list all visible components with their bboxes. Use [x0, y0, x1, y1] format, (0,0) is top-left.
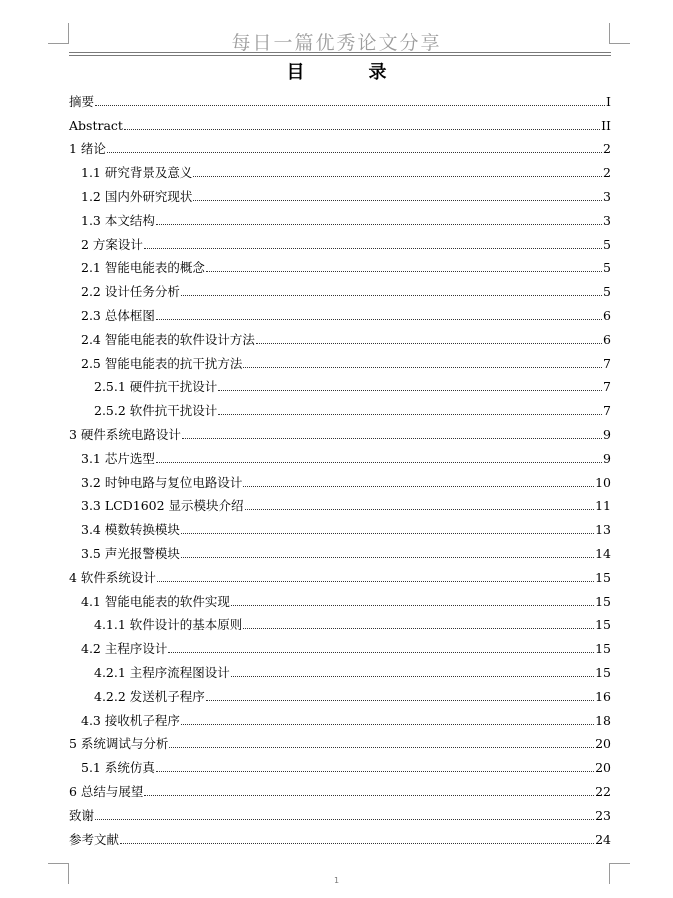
toc-entry-page: 20 — [595, 760, 611, 776]
toc-entry-page: 2 — [603, 141, 611, 157]
toc-dot-leader — [120, 843, 594, 844]
toc-entry-page: 15 — [595, 569, 611, 585]
toc-entry[interactable] — [69, 704, 611, 728]
toc-entry-label: 6 总结与展望 — [69, 783, 144, 799]
toc-dot-leader — [243, 367, 602, 368]
toc-dot-leader — [243, 486, 594, 487]
toc-entry[interactable] — [69, 537, 611, 561]
toc-entry-label: 1.2 国内外研究现状 — [81, 188, 193, 204]
toc-entry-label: 3.1 芯片选型 — [81, 450, 155, 466]
toc-entry-page: 24 — [595, 831, 611, 847]
toc-entry-label: 参考文献 — [69, 831, 120, 847]
toc-entry-page: 5 — [603, 236, 611, 252]
toc-dot-leader — [206, 271, 602, 272]
page-header: 每日一篇优秀论文分享 — [231, 32, 442, 54]
toc-dot-leader — [206, 700, 594, 701]
toc-entry-label: 2.4 智能电能表的软件设计方法 — [81, 331, 255, 347]
toc-dot-leader — [144, 795, 594, 796]
toc-dot-leader — [95, 105, 605, 106]
toc-dot-leader — [193, 200, 602, 201]
toc-entry[interactable] — [69, 799, 611, 823]
toc-entry-label: 2.3 总体框图 — [81, 307, 155, 323]
toc-entry-page: 6 — [603, 331, 611, 347]
toc-entry[interactable] — [69, 609, 611, 633]
toc-dot-leader — [181, 295, 602, 296]
header-rule-top — [69, 52, 611, 53]
toc-entry-page: I — [606, 93, 611, 109]
toc-entry-label: 5.1 系统仿真 — [81, 760, 155, 776]
toc-entry-page: 11 — [595, 498, 611, 514]
toc-entry[interactable] — [69, 490, 611, 514]
toc-dot-leader — [193, 176, 602, 177]
toc-entry[interactable] — [69, 228, 611, 252]
toc-entry-page: 16 — [595, 688, 611, 704]
toc-entry[interactable] — [69, 371, 611, 395]
toc-entry-label: 4 软件系统设计 — [69, 569, 156, 585]
toc-entry[interactable] — [69, 751, 611, 775]
toc-dot-leader — [95, 819, 594, 820]
toc-entry-page: 20 — [595, 736, 611, 752]
toc-entry-label: 3.2 时钟电路与复位电路设计 — [81, 474, 243, 490]
toc-entry-page: 15 — [595, 617, 611, 633]
toc-entry-label: 2.2 设计任务分析 — [81, 284, 180, 300]
toc-dot-leader — [181, 533, 594, 534]
toc-entry-page: 22 — [595, 783, 611, 799]
toc-dot-leader — [231, 676, 594, 677]
toc-entry-page: 9 — [603, 426, 611, 442]
toc-dot-leader — [124, 129, 600, 130]
toc-entry-label: 2 方案设计 — [81, 236, 143, 252]
toc-entry[interactable] — [69, 680, 611, 704]
header-rule-bottom — [69, 55, 611, 56]
toc-dot-leader — [243, 628, 594, 629]
toc-dot-leader — [156, 462, 602, 463]
toc-title-left: 目 — [286, 62, 305, 83]
toc-dot-leader — [181, 724, 594, 725]
toc-entry-label: 4.1.1 软件设计的基本原则 — [94, 617, 243, 633]
toc-dot-leader — [107, 152, 602, 153]
toc-entry-page: 13 — [595, 522, 611, 538]
toc-entry-label: 致谢 — [69, 807, 95, 823]
toc-entry[interactable] — [69, 85, 611, 109]
toc-entry-page: II — [601, 117, 611, 133]
toc-dot-leader — [218, 390, 602, 391]
toc-entry-page: 7 — [603, 403, 611, 419]
toc-entry-page: 5 — [603, 284, 611, 300]
toc-dot-leader — [144, 248, 602, 249]
toc-entry-page: 15 — [595, 593, 611, 609]
toc-dot-leader — [156, 224, 602, 225]
toc-entry-label: Abstract — [69, 117, 123, 133]
toc-entry-label: 摘要 — [69, 93, 95, 109]
toc-dot-leader — [181, 557, 594, 558]
toc-entry[interactable] — [69, 156, 611, 180]
toc-entry[interactable] — [69, 585, 611, 609]
toc-entry-label: 4.2 主程序设计 — [81, 641, 168, 657]
toc-entry-label: 3.3 LCD1602 显示模块介绍 — [81, 498, 244, 514]
toc-entry[interactable] — [69, 656, 611, 680]
table-of-contents — [69, 85, 611, 847]
toc-entry-label: 3.4 模数转换模块 — [81, 522, 180, 538]
toc-entry-page: 5 — [603, 260, 611, 276]
toc-entry-label: 4.2.1 主程序流程图设计 — [94, 664, 230, 680]
toc-entry-page: 14 — [595, 545, 611, 561]
toc-entry-label: 4.1 智能电能表的软件实现 — [81, 593, 230, 609]
toc-entry[interactable] — [69, 204, 611, 228]
toc-entry-label: 1.3 本文结构 — [81, 212, 155, 228]
toc-entry[interactable] — [69, 442, 611, 466]
toc-entry[interactable] — [69, 632, 611, 656]
toc-entry-page: 2 — [603, 165, 611, 181]
toc-entry[interactable] — [69, 109, 611, 133]
toc-entry-page: 7 — [603, 379, 611, 395]
toc-dot-leader — [245, 509, 595, 510]
toc-entry-label: 4.3 接收机子程序 — [81, 712, 180, 728]
toc-dot-leader — [156, 771, 594, 772]
toc-entry-page: 6 — [603, 307, 611, 323]
toc-entry[interactable] — [69, 299, 611, 323]
toc-entry[interactable] — [69, 561, 611, 585]
toc-entry[interactable] — [69, 513, 611, 537]
toc-dot-leader — [256, 343, 602, 344]
toc-entry-label: 4.2.2 发送机子程序 — [94, 688, 205, 704]
toc-entry-label: 2.5 智能电能表的抗干扰方法 — [81, 355, 243, 371]
toc-entry-page: 18 — [595, 712, 611, 728]
toc-entry[interactable] — [69, 823, 611, 847]
toc-entry-page: 15 — [595, 641, 611, 657]
toc-dot-leader — [182, 438, 602, 439]
toc-entry-page: 10 — [595, 474, 611, 490]
toc-entry-label: 3 硬件系统电路设计 — [69, 426, 181, 442]
toc-entry-page: 9 — [603, 450, 611, 466]
toc-entry-page: 3 — [603, 188, 611, 204]
toc-dot-leader — [218, 414, 602, 415]
page-number: 1 — [333, 876, 340, 885]
toc-entry[interactable] — [69, 418, 611, 442]
toc-entry[interactable] — [69, 323, 611, 347]
toc-title — [0, 58, 673, 84]
toc-entry[interactable] — [69, 466, 611, 490]
toc-entry[interactable] — [69, 252, 611, 276]
toc-entry-page: 23 — [595, 807, 611, 823]
toc-entry-page: 15 — [595, 664, 611, 680]
toc-dot-leader — [168, 652, 594, 653]
toc-entry-label: 2.5.2 软件抗干扰设计 — [94, 403, 218, 419]
toc-entry[interactable] — [69, 347, 611, 371]
toc-entry[interactable] — [69, 133, 611, 157]
toc-entry-page: 3 — [603, 212, 611, 228]
toc-dot-leader — [231, 605, 594, 606]
toc-entry[interactable] — [69, 180, 611, 204]
toc-entry-label: 5 系统调试与分析 — [69, 736, 169, 752]
toc-entry-page: 7 — [603, 355, 611, 371]
toc-title-right: 录 — [368, 62, 387, 83]
toc-entry[interactable] — [69, 728, 611, 752]
toc-dot-leader — [169, 747, 594, 748]
toc-entry-label: 3.5 声光报警模块 — [81, 545, 180, 561]
toc-dot-leader — [156, 319, 602, 320]
toc-dot-leader — [157, 581, 594, 582]
toc-entry[interactable] — [69, 775, 611, 799]
toc-entry[interactable] — [69, 394, 611, 418]
toc-entry[interactable] — [69, 275, 611, 299]
toc-entry-label: 1 绪论 — [69, 141, 106, 157]
toc-entry-label: 2.1 智能电能表的概念 — [81, 260, 205, 276]
toc-entry-label: 2.5.1 硬件抗干扰设计 — [94, 379, 218, 395]
toc-entry-label: 1.1 研究背景及意义 — [81, 165, 193, 181]
